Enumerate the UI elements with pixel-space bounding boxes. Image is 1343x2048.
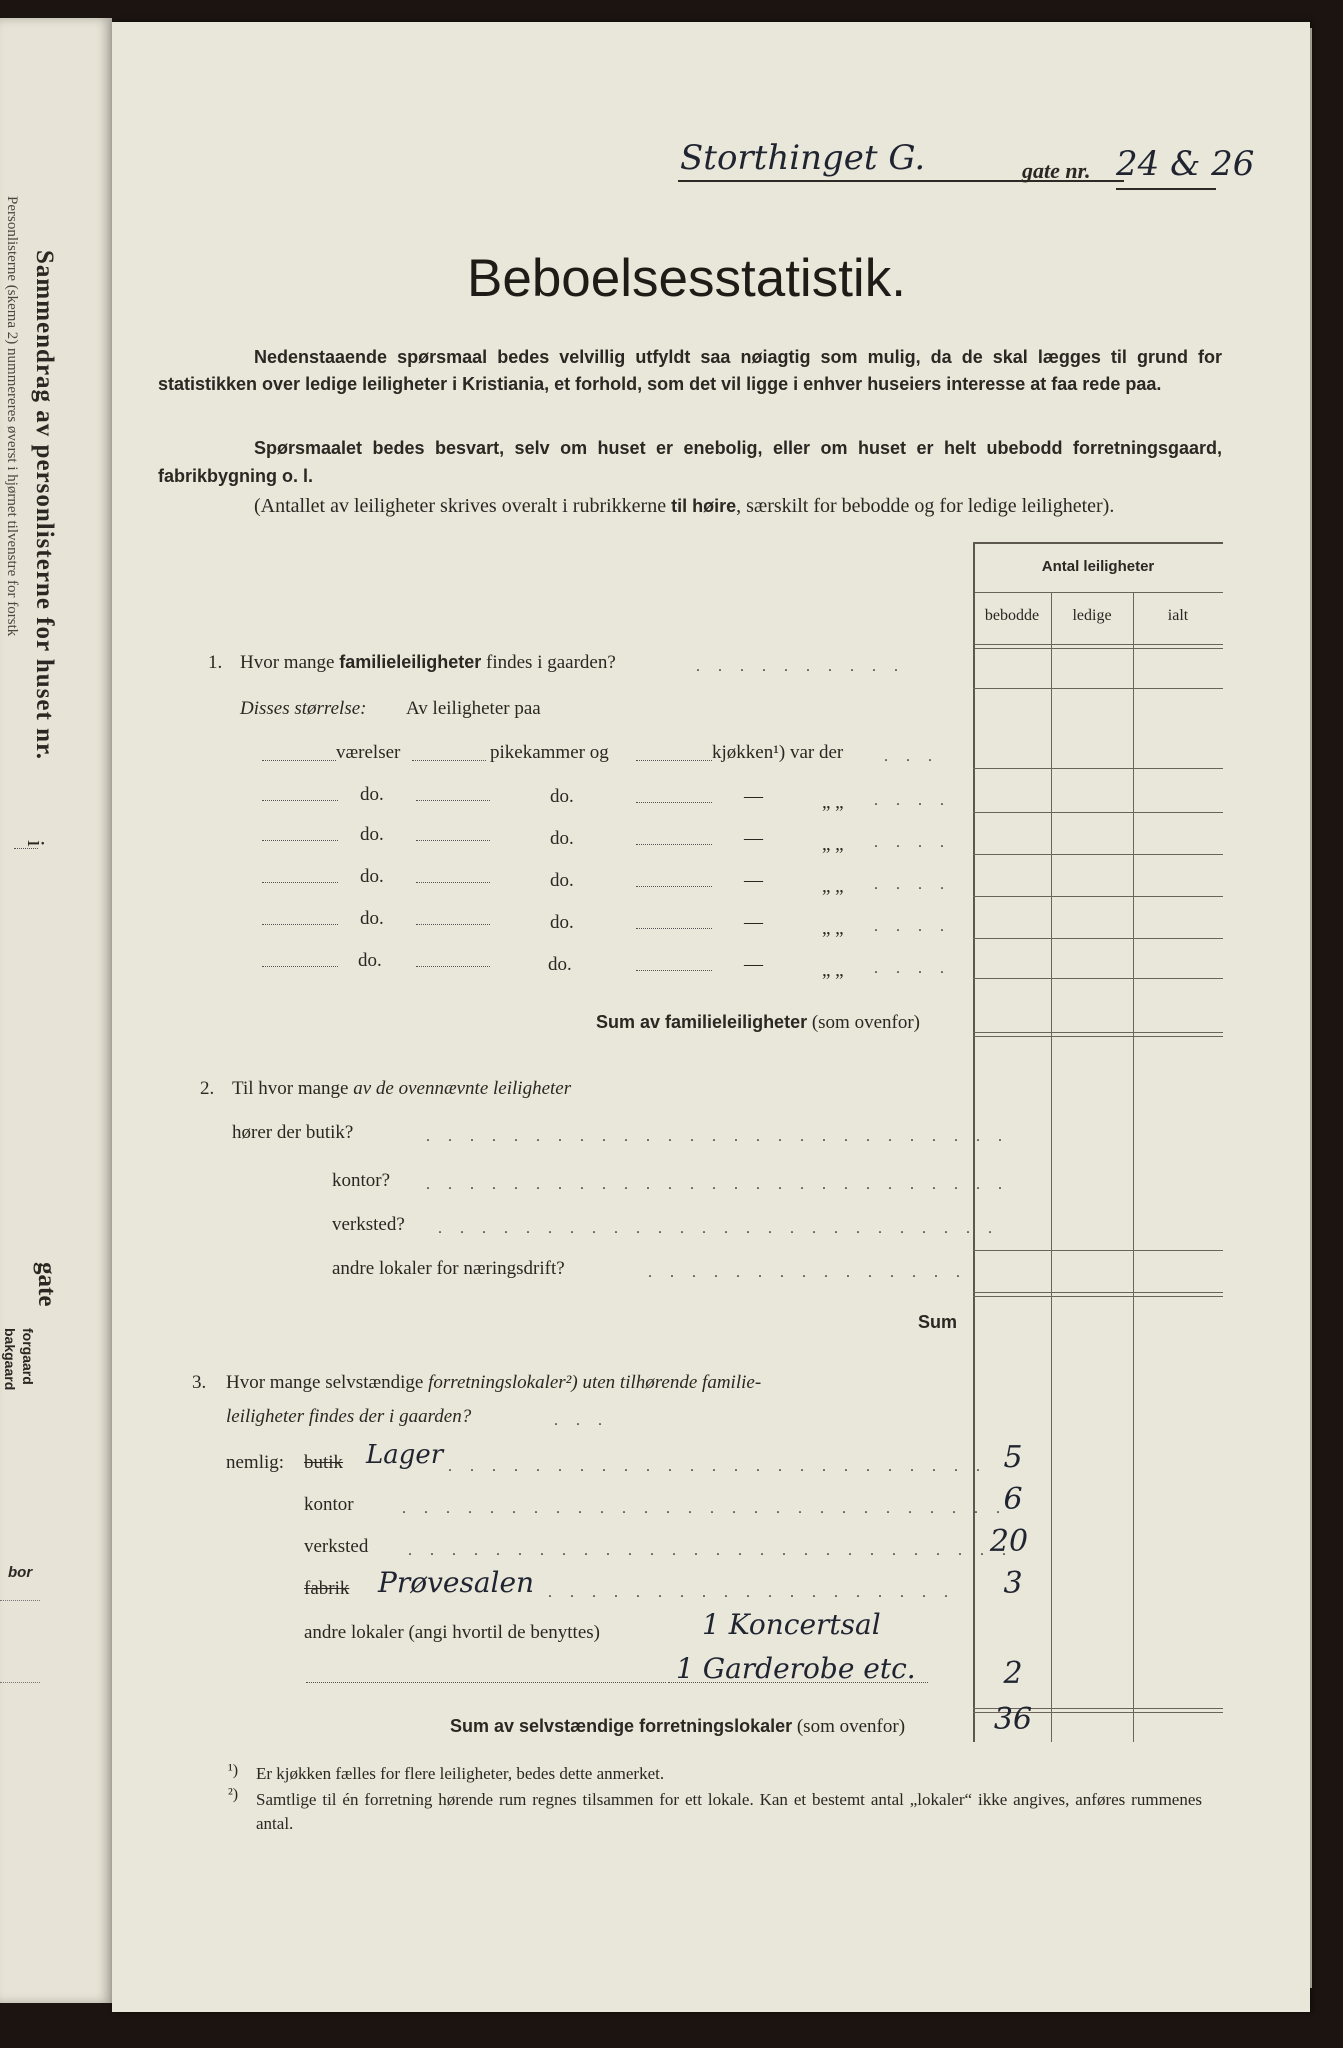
q1-dash: — — [744, 870, 763, 891]
q1-sub-text: Av leiligheter paa — [406, 698, 541, 719]
q1-dash: — — [744, 786, 763, 807]
q2-number: 2. — [200, 1078, 215, 1099]
dot-leader: . . . . . . . . . . . . . . . . . . . . . . . . . . . — [426, 1176, 1009, 1193]
q1-kjokken: kjøkken¹) var der — [712, 742, 844, 763]
left-page-gate: gate — [33, 1262, 60, 1307]
q3-number: 3. — [192, 1372, 207, 1393]
col-header-ledige: ledige — [1072, 607, 1112, 624]
intro-paragraph-2: Spørsmaalet bedes besvart, selv om huset er enebolig, eller om huset er helt ubebodd forretningsgaard, fabrikbygning o. l. — [158, 438, 1222, 486]
footnote-2: Samtlige til én forretning hørende rum regnes tilsammen for ett lokale. Kan et bestemt antal „lokaler“ ikke angives, anføres rummenes antal. — [256, 1790, 1202, 1833]
intro-p3-a: (Antallet av leiligheter skrives overalt i rubrikkerne — [254, 495, 672, 517]
dot-leader: . . . . . . . . . . . . . . . . . . . . . . . . . . . . — [408, 1542, 1013, 1559]
dot-leader: . . . . . . . . . . — [696, 658, 905, 675]
q2-verksted: verksted? — [332, 1214, 405, 1235]
q3-fabrik-struck: fabrik — [304, 1578, 350, 1599]
form-page — [112, 22, 1310, 2012]
blank-line — [412, 760, 486, 761]
blank-line — [262, 924, 338, 925]
dot-leader: . . . . . . . . . . . . . . . . . . . — [548, 1584, 955, 1601]
q1-ditto: „ „ — [822, 918, 844, 939]
dot-leader: . . . . . . . . . . . . . . . — [648, 1264, 967, 1281]
footnote-2-mark: ²) — [228, 1786, 239, 1803]
q1-ditto: „ „ — [822, 960, 844, 981]
dot-leader: . . . . — [874, 876, 951, 893]
left-page-bor: bor — [8, 1564, 33, 1581]
row-rule — [973, 1036, 1223, 1037]
dot-leader: . . . . — [874, 960, 951, 977]
table-header-bottom-1 — [973, 644, 1223, 645]
blank-line — [262, 840, 338, 841]
dot-leader: . . . — [884, 748, 939, 765]
page-title: Beboelsesstatistik. — [467, 249, 906, 308]
blank-line — [636, 970, 712, 971]
q3-question-line1: Hvor mange selvstændige forretningslokaler²) uten tilhørende familie- — [226, 1372, 762, 1393]
q1-do: do. — [360, 824, 384, 845]
blank-line — [416, 924, 490, 925]
blank-line — [636, 886, 712, 887]
q1-sum: Sum av familieleiligheter (som ovenfor) — [596, 1012, 920, 1033]
col-header-ialt: ialt — [1167, 607, 1189, 624]
left-page-rule — [14, 848, 38, 849]
q1-vaerelser: værelser — [336, 742, 401, 763]
q3-butik-struck: butik — [304, 1452, 344, 1473]
left-page-i: i — [22, 840, 48, 847]
row-rule — [973, 854, 1223, 855]
q3-value-butik: 5 — [1003, 1440, 1023, 1475]
gate-nr-line — [1116, 188, 1216, 190]
q1-do: do. — [360, 866, 384, 887]
row-rule — [973, 1250, 1223, 1251]
gate-nr-label: gate nr. — [1022, 158, 1091, 183]
left-page-forgaard: forgaard — [20, 1328, 36, 1385]
q1-ditto: „ „ — [822, 834, 844, 855]
q2-butik: hører der butik? — [232, 1122, 354, 1143]
row-rule — [973, 812, 1223, 813]
q3-value-andre: 2 — [1003, 1656, 1023, 1691]
q1-dash: — — [744, 912, 763, 933]
dot-leader: . . . — [554, 1412, 609, 1429]
q1-do: do. — [550, 786, 574, 807]
q1-ditto: „ „ — [822, 876, 844, 897]
footnote-1: Er kjøkken fælles for flere leiligheter, bedes dette anmerket. — [256, 1764, 665, 1783]
q1-do: do. — [360, 784, 384, 805]
blank-line — [636, 928, 712, 929]
q1-do: do. — [358, 950, 382, 971]
table-header-bottom-2 — [973, 648, 1223, 649]
street-handwritten: Storthinget G. — [680, 138, 926, 178]
q3-value-sum: 36 — [993, 1702, 1033, 1737]
row-rule — [973, 1292, 1223, 1293]
row-rule — [973, 896, 1223, 897]
col-header-bebodde: bebodde — [984, 607, 1040, 624]
q1-dash: — — [744, 954, 763, 975]
q1-do: do. — [548, 954, 572, 975]
blank-line — [262, 800, 338, 801]
q3-kontor: kontor — [304, 1494, 354, 1515]
blank-line — [636, 844, 712, 845]
left-page-title: Sammendrag av personlisterne for huset nr. — [31, 250, 58, 761]
row-rule — [973, 938, 1223, 939]
q2-kontor: kontor? — [332, 1170, 391, 1191]
q1-question: Hvor mange familieleiligheter findes i gaarden? — [240, 652, 616, 673]
blank-line — [636, 760, 712, 761]
blank-line — [262, 882, 338, 883]
intro-paragraph-1: Nedenstaaende spørsmaal bedes velvillig utfyldt saa nøiagtig som mulig, da de skal lægges til grund for statistikken over ledige leiligheter i Kristiania, et forhold, som det vil ligge i enhver huseiers interesse at faa rede paa. — [158, 347, 1222, 394]
q1-sub-label: Disses størrelse: — [240, 698, 367, 719]
q3-sum: Sum av selvstændige forretningslokaler (som ovenfor) — [450, 1716, 906, 1737]
blank-line — [416, 800, 490, 801]
q1-do: do. — [360, 908, 384, 929]
q3-andre-handwritten-2: 1 Garderobe etc. — [676, 1652, 916, 1685]
q3-andre-handwritten-1: 1 Koncertsal — [702, 1608, 881, 1641]
q3-nemlig: nemlig: — [226, 1452, 285, 1473]
dot-leader: . . . . . . . . . . . . . . . . . . . . . . . . . — [448, 1458, 987, 1475]
gate-nr-value: 24 & 26 — [1116, 144, 1255, 184]
dot-leader: . . . . — [874, 792, 951, 809]
q1-do: do. — [550, 870, 574, 891]
left-page-subtitle: Personlisterne (skema 2) nummereres øverst i hjørnet tilvenstre for forstk — [4, 196, 20, 637]
dot-leader: . . . . . . . . . . . . . . . . . . . . . . . . . . . — [426, 1128, 1009, 1145]
left-page-dotline-2 — [0, 1682, 40, 1683]
blank-line — [262, 760, 336, 761]
table-top-rule — [973, 542, 1223, 544]
q3-verksted: verksted — [304, 1536, 369, 1557]
footnote-1-mark: ¹) — [228, 1762, 239, 1779]
q1-number: 1. — [208, 652, 223, 673]
q3-andre: andre lokaler (angi hvortil de benyttes) — [304, 1622, 600, 1643]
left-page-bakgaard: bakgaard — [2, 1328, 18, 1391]
q3-value-verksted: 20 — [989, 1524, 1029, 1559]
table-title: Antal leiligheter — [1041, 558, 1155, 575]
q3-butik-handwritten: Lager — [366, 1440, 444, 1470]
intro-p3-c: , særskilt for bebodde og for ledige leiligheter). — [736, 495, 1115, 517]
q3-value-kontor: 6 — [1003, 1482, 1023, 1517]
table-col-rule-1 — [1051, 592, 1052, 1742]
row-rule — [973, 1032, 1223, 1033]
dot-leader: . . . . — [874, 834, 951, 851]
blank-line — [416, 882, 490, 883]
left-page — [0, 18, 112, 2003]
q2-andre: andre lokaler for næringsdrift? — [332, 1258, 565, 1279]
blank-line — [262, 966, 338, 967]
left-page-dotline-1 — [0, 1600, 40, 1601]
q3-value-fabrik: 3 — [1003, 1566, 1023, 1601]
q1-dash: — — [744, 828, 763, 849]
q1-pikekammer: pikekammer og — [490, 742, 609, 763]
table-header-rule — [973, 592, 1223, 593]
blank-line — [306, 1682, 666, 1683]
blank-line — [416, 966, 490, 967]
table-col-rule-2 — [1133, 592, 1134, 1742]
blank-line — [668, 1682, 928, 1683]
row-rule — [973, 768, 1223, 769]
q1-do: do. — [550, 828, 574, 849]
q1-do: do. — [550, 912, 574, 933]
q2-sum: Sum — [918, 1312, 958, 1332]
blank-line — [636, 802, 712, 803]
dot-leader: . . . . — [874, 918, 951, 935]
q3-question-line2: leiligheter findes der i gaarden? — [226, 1406, 472, 1427]
q2-question: Til hvor mange av de ovennævnte leiligheter — [232, 1078, 572, 1099]
intro-paragraph-3 — [158, 492, 1222, 520]
q1-ditto: „ „ — [822, 792, 844, 813]
dot-leader: . . . . . . . . . . . . . . . . . . . . . . . . . . . . — [402, 1500, 1007, 1517]
dot-leader: . . . . . . . . . . . . . . . . . . . . . . . . . . — [438, 1220, 999, 1237]
row-rule — [973, 1296, 1223, 1297]
blank-line — [416, 840, 490, 841]
row-rule — [973, 978, 1223, 979]
row-rule — [973, 688, 1223, 689]
q3-fabrik-handwritten: Prøvesalen — [378, 1566, 535, 1599]
intro-p3-bold: til høire — [671, 496, 737, 516]
